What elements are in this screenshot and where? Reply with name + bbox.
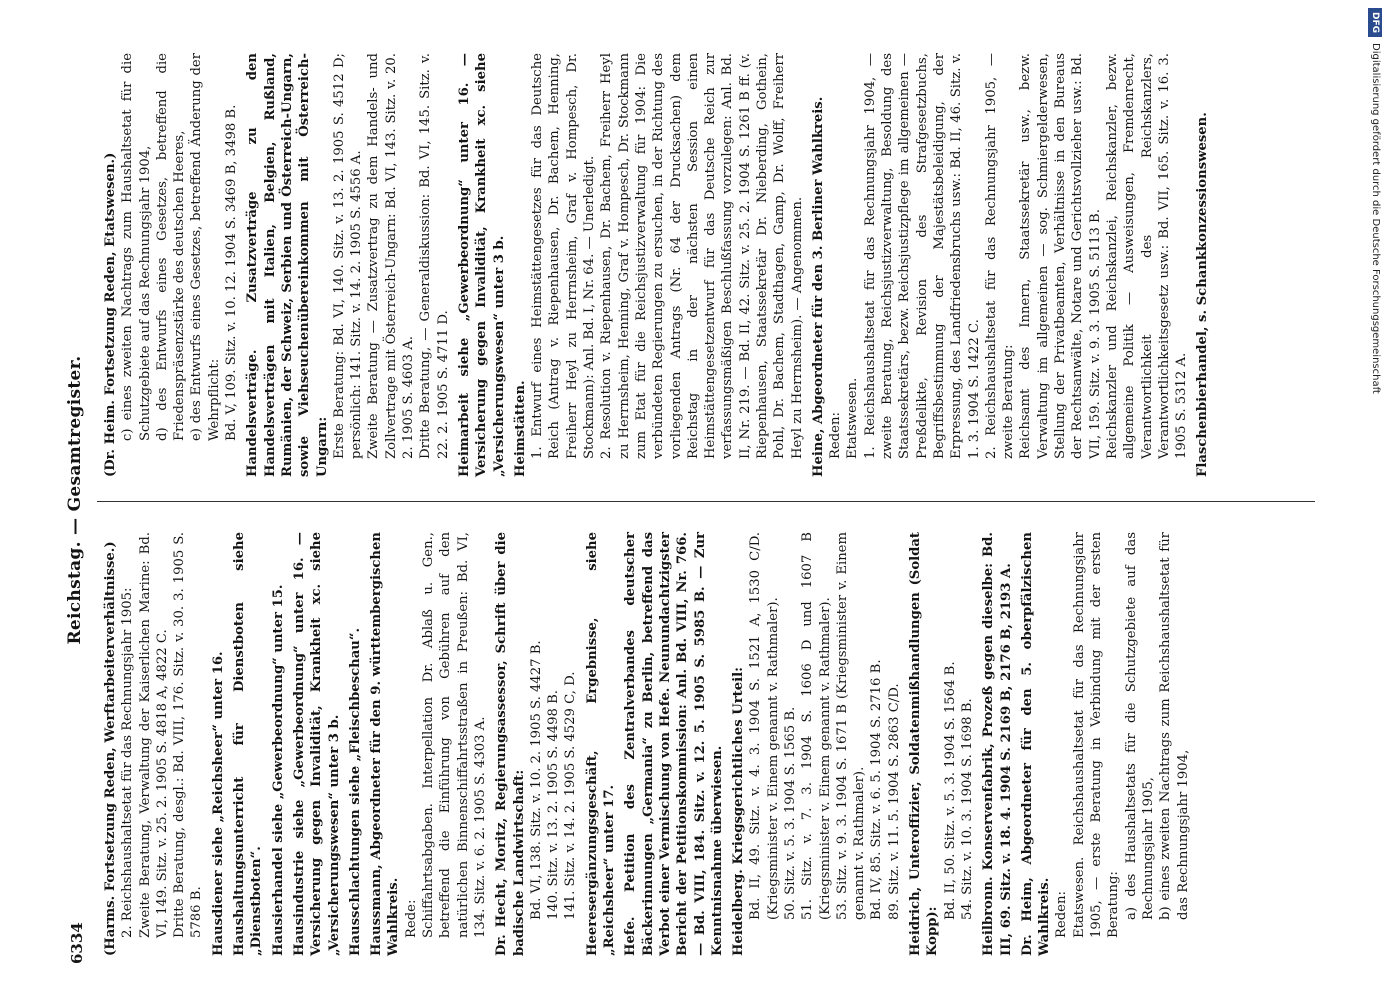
entry-headline: Hefe. Petition des Zentralverbandes deutscher Bäckerinnungen „Germania“ zu Berlin, betreffend das Verbot einer Vermischung von Hefe. Neunundachtzigster Bericht der Petitionskommission: Anl. Bd. VIII, Nr. 766. — Bd. VIII, 184. Sitz. v. 12. 5. 1905 S. 5985 B. — Zur Kenntnisnahme überwiesen. [623, 532, 725, 956]
entry-line: c) eines zweiten Nachtrags zum Haushaltsetat für die Schutzgebiete auf das Rechnungsjahr 1904, [120, 53, 153, 441]
entry-line: Dritte Beratung, desgl.: Bd. VIII, 176. Sitz. v. 30. 3. 1905 S. 5786 B. [172, 532, 205, 938]
index-entry [512, 53, 806, 477]
entry-line: Reden: [1054, 891, 1070, 938]
index-entry [1019, 532, 1192, 956]
entry-headline: Hausindustrie siehe „Gewerbeordnung“ unter 16. — Versicherung gegen Invalidität, Krankheit xc. siehe „Versicherungswesen“ unter 3 b. [291, 532, 342, 956]
entry-line: 89. Sitz. v. 11. 5. 1904 S. 2863 C/D. [886, 683, 902, 920]
index-entry [244, 53, 452, 477]
entry-line: b) eines zweiten Nachtrags zum Reichshaushaltsetat für das Rechnungsjahr 1904, [1158, 532, 1191, 920]
entry-line: 2. Reichshaushaltsetat für das Rechnungsjahr 1905, — zweite Beratung: [983, 53, 1017, 459]
entry-headline: (Dr. Heim. Fortsetzung Reden, Etatswesen.) [103, 152, 118, 477]
entry-line: 141. Sitz. v. 14. 2. 1905 S. 4529 C, D. [563, 671, 579, 920]
entry-line: Schiffahrtsabgaben. Interpellation Dr. Ablaß u. Gen., betreffend die Einführung von Gebühren auf den natürlichen Binnenschiffahrtsstraßen in Preußen: Bd. VI, 134. Sitz. v. 6. 2. 1905 S. 4303 A. [421, 532, 488, 938]
index-entry [730, 532, 903, 956]
page-number: 6334 [68, 922, 86, 964]
entry-line: 50. Sitz. v. 5. 3. 1904 S. 1565 B. [782, 706, 798, 920]
digitization-text: Digitalisierung gefördert durch die Deutsche Forschungsgemeinschaft [1370, 43, 1381, 394]
index-entry [907, 532, 976, 956]
index-entry [456, 53, 508, 477]
right-column [102, 53, 1216, 477]
entry-line: Etatswesen. [845, 377, 861, 459]
entry-line: a) des Haushaltsetats für die Schutzgebiete auf das Rechnungsjahr 1905, [1123, 532, 1156, 920]
entry-line: Bd. VI, 138. Sitz. v. 10. 2. 1905 S. 4427 B. [528, 640, 544, 920]
digitization-notice [1368, 8, 1382, 993]
index-entry [1194, 53, 1211, 477]
entry-line: Rede: [403, 899, 419, 938]
entry-line: d) des Entwurfs eines Gesetzes, betreffend die Friedenspräsenzstärke des deutschen Heeres, [154, 53, 188, 441]
entry-line: Etatswesen. Reichshaushaltsetat für das Rechnungsjahr 1905, — erste Beratung in Verbindung mit der ersten Beratung: [1071, 532, 1122, 938]
entry-line: 53. Sitz. v. 9. 3. 1904 S. 1671 B (Kriegsminister v. Einem genannt v. Rathmaler). [834, 532, 868, 920]
entry-line: Dritte Beratung, — Generaldiskussion: Bd. VI, 145. Sitz. v. 22. 2. 1905 S. 4711 D. [418, 53, 451, 459]
entry-headline: Haushaltungsunterricht für Dienstboten siehe „Dienstboten“. [232, 532, 265, 956]
entry-line: Erste Beratung: Bd. VI, 140. Sitz. v. 13. 2. 1905 S. 4512 D; persönlich: 141. Sitz. v. 14. 2. 1905 S. 4556 A. [331, 53, 365, 459]
entry-headline: Hausierhandel siehe „Gewerbeordnung“ unter 15. [270, 584, 286, 956]
entry-line: 54. Sitz. v. 10. 3. 1904 S. 1698 B. [959, 698, 975, 920]
entry-headline: Heidrich, Unteroffizier, Soldatenmißhandlungen (Soldat Kopp): [908, 532, 941, 956]
entry-line: 51. Sitz. v. 7. 3. 1904 S. 1606 D und 1607 B (Kriegsminister v. Einem genannt v. Rathmaler). [800, 532, 833, 920]
index-entry [210, 532, 227, 956]
entry-line: Reichskanzler und Reichskanzlei, Reichskanzler, bezw. allgemeine Politik — Ausweisungen, Fremdenrecht, Verantwortlichkeit des Reichskanzlers, Verantwortlichkeitsgesetz usw.: Bd. VII, 165. Sitz. v. 16. 3. 1905 S. 5312 A. [1104, 53, 1190, 459]
index-entry [493, 532, 579, 956]
index-entry [368, 532, 489, 956]
entry-line: 2. Reichshaushaltsetat für das Rechnungsjahr 1905: [120, 587, 136, 938]
running-head: Reichstag. — Gesamtregister. [65, 355, 85, 645]
entry-headline: Hausdiener siehe „Reichsheer“ unter 16. [210, 651, 226, 956]
entry-line: 1. Reichshaushaltsetat für das Rechnungsjahr 1904, — zweite Beratung, Reichsjustizverwaltung, Besoldung des Staatssekretärs, bezw. Reichsjustizpflege im allgemeinen — Preßdelikte, Revision des Strafgesetzbuchs, Begriffsbestimmung der Majestätsbeleidigung, der Erpressung, des Landfriedensbruchs usw.: Bd. II, 46. Sitz. v. 1. 3. 1904 S. 1422 C. [862, 53, 982, 459]
entry-headline: Heidelberg. Kriegsgerichtliches Urteil: [731, 666, 747, 956]
entry-headline: Heimarbeit siehe „Gewerbeordnung“ unter 16. — Versicherung gegen Invalidität, Krankheit xc. siehe „Versicherungswesen“ unter 3 b. [456, 53, 507, 477]
entry-line: e) des Entwurfs eines Gesetzes, betreffend Änderung der Wehrpflicht: [189, 53, 222, 441]
entry-headline: Dr. Hecht, Moritz, Regierungsassessor, Schrift über die badische Landwirtschaft: [494, 532, 527, 956]
dfg-logo: DFG [1368, 8, 1382, 37]
index-entry [270, 532, 287, 956]
entry-line: Bd. II, 49. Sitz. v. 4. 3. 1904 S. 1521 A, 1530 C/D. (Kriegsminister v. Einem genannt v. Rathmaler). [748, 532, 781, 920]
entry-line: 2. Resolution v. Riepenhausen, Dr. Bachem, Freiherr Heyl zu Herrnsheim, Henning, Graf v. Hompesch, Dr. Stockmann zum Etat für die Reichsjustizverwaltung für 1904: Die verbündeten Regierungen zu ersuchen, in der Richtung des vorliegenden Antrags (Nr. 64 der Drucksachen) dem Reichstag in der nächsten Session einen Heimstättengesetzentwurf für das Deutsche Reich zur verfassungsmäßigen Beschlußfassung vorzulegen: Anl. Bd. II, Nr. 219. — Bd. II, 42. Sitz. v. 25. 2. 1904 S. 1261 B ff. (v. Riepenhausen, Staatssekretär Dr. Nieberding, Gothein, Pohl, Dr. Bachem, Stadthagen, Gamp, Dr. Wolff, Freiherr Heyl zu Herrnsheim). — Angenommen. [599, 53, 805, 459]
index-entry [810, 53, 1191, 477]
entry-line: Zweite Beratung, Verwaltung der Kaiserlichen Marine: Bd. VI, 149. Sitz. v. 25. 2. 1905 S. 4818 A, 4822 C. [137, 532, 170, 938]
entry-headline: Haussmann, Abgeordneter für den 9. württembergischen Wahlkreis. [369, 532, 402, 956]
index-entry [622, 532, 726, 956]
entry-line: 1. Entwurf eines Heimstättengesetzes für das Deutsche Reich (Antrag v. Riepenhausen, Dr. Bachem, Henning, Freiherr Heyl zu Herrnsheim, Graf v. Hompesch, Dr. Stockmann): Anl. Bd. I, Nr. 64. — Unerledigt. [530, 53, 598, 459]
entry-headline: Heine, Abgeordneter für den 3. Berliner Wahlkreis. [810, 96, 826, 477]
entry-line: 140. Sitz. v. 13. 2. 1905 S. 4498 B. [546, 690, 562, 920]
entry-headline: Heimstätten. [512, 380, 528, 477]
entry-headline: Heeresergänzungsgeschäft, Ergebnisse, siehe „Reichsheer“ unter 17. [584, 532, 618, 956]
index-entry [102, 532, 206, 956]
entry-headline: Flaschenbierhandel, s. Schankkonzessionswesen. [1195, 112, 1211, 477]
entry-headline: Handelsverträge. Zusatzverträge zu den Handelsverträgen mit Italien, Belgien, Rußland, Rumänien, der Schweiz, Serbien und Österreich-Ungarn, sowie Viehseuchenübereinkommen mit Österreich-Ungarn: [245, 53, 330, 477]
entry-line: Reichsamt des Innern, Staatssekretär usw., bezw. Verwaltung im allgemeinen — sog. Schmiergelderwesen, Stellung der Privatbeamten, Verhältnisse in den Bureaus der Rechtsanwälte, Notare und Gerichtsvollzieher usw.: Bd. VII, 159. Sitz. v. 9. 3. 1905 S. 5113 B. [1018, 53, 1103, 459]
left-column [102, 532, 1196, 956]
entry-line: Bd. II, 50. Sitz. v. 5. 3. 1904 S. 1564 B. [942, 661, 958, 920]
index-entry [980, 532, 1015, 956]
index-entry [584, 532, 619, 956]
entry-line: Reden: [828, 412, 844, 459]
index-entry [102, 53, 240, 477]
entry-line: Bd. IV, 85. Sitz. v. 6. 5. 1904 S. 2716 B. [869, 659, 885, 920]
entry-headline: (Harms. Fortsetzung Reden, Werftarbeiterverhältnisse.) [103, 541, 118, 956]
index-entry [347, 532, 364, 956]
entry-headline: Dr. Heim, Abgeordneter für den 5. oberpfälzischen Wahlkreis. [1019, 532, 1053, 956]
entry-headline: Hausschlachtungen siehe „Fleischbeschau“. [347, 627, 363, 956]
entry-line: Zweite Beratung — Zusatzvertrag zu dem Handels- und Zollvertrage mit Österreich-Ungarn: Bd. VI, 143. Sitz. v. 20. 2. 1905 S. 4603 A. [366, 53, 417, 459]
column-divider [97, 501, 1315, 502]
index-entry [231, 532, 266, 956]
entry-headline: Heilbronn. Konservenfabrik, Prozeß gegen dieselbe: Bd. III, 69. Sitz. v. 18. 4. 1904 S. 2169 B, 2176 B, 2193 A. [981, 532, 1014, 956]
entry-line: Bd. V, 109. Sitz. v. 10. 12. 1904 S. 3469 B, 3498 B. [224, 104, 240, 441]
index-entry [291, 532, 343, 956]
